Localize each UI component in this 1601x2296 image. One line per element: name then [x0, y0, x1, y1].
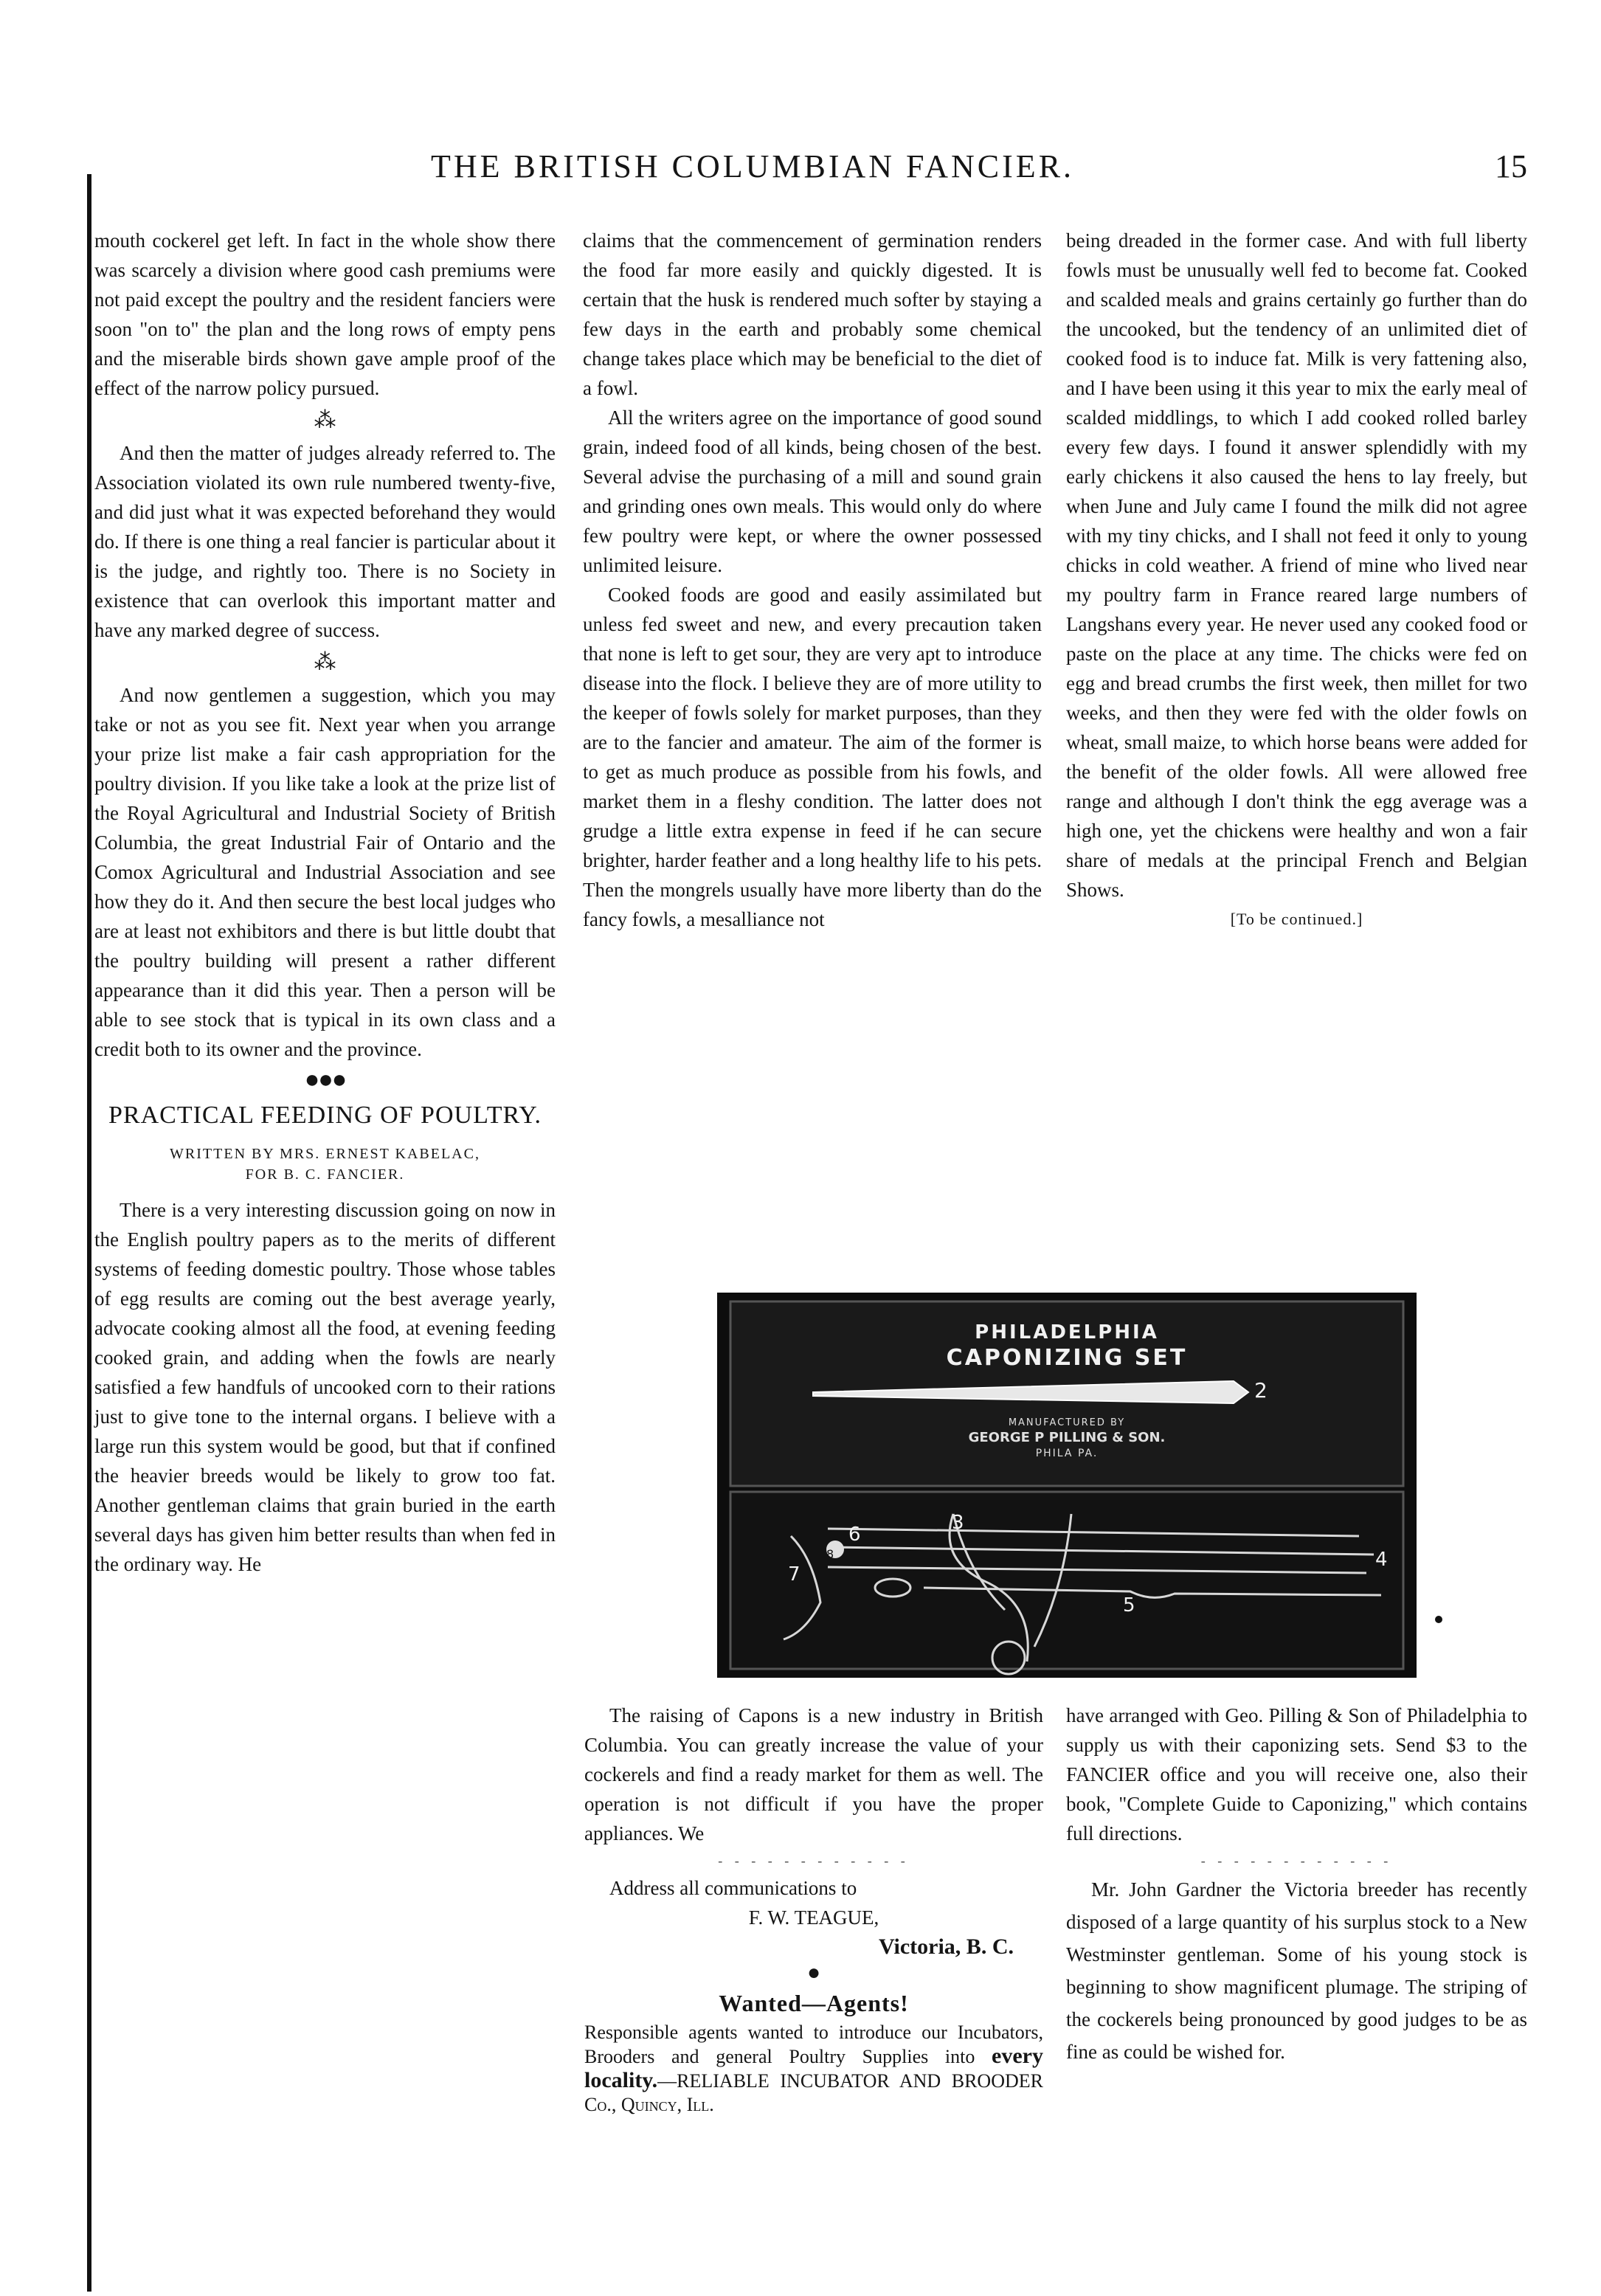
page-edge-rule [87, 174, 91, 2292]
caponizing-set-illustration [717, 1293, 1417, 1678]
running-title: THE BRITISH COLUMBIAN FANCIER. [430, 148, 1075, 184]
address-line-1: Address all communications to [609, 1877, 857, 1899]
bullet-divider: ● [806, 1960, 821, 1985]
col1-paragraph-1: mouth cockerel get left. In fact in the whole show there was scarcely a division where good cash premiums were not paid except the poultry and the resident fanciers were soon "on to" the plan and the long rows of empty pens and the miserable birds shown gave ample proof of the effect of the narrow policy pursued. [94, 229, 556, 399]
byline-line-1: WRITTEN BY MRS. ERNEST KABELAC, [170, 1146, 480, 1162]
figure-number-5: 5 [1123, 1594, 1135, 1616]
figure-number-7: 7 [788, 1563, 800, 1586]
col1-paragraph-2: And then the matter of judges already referred to. The Association violated its own rule numbered twenty-five, and did just what it was expected beforehand they would do. If there is one thing a real fancier is particular about it is the judge, and rightly too. There is no Society in existence that can overlook this important matter and have any marked degree of success. [94, 442, 556, 641]
col2-paragraph-2: All the writers agree on the importance of good sound grain, indeed food of all kinds, being chosen of the best. Several advise the purchasing of a mill and sound grain and grinding ones own meals. This would only do where few poultry were kept, or where the owner possessed unlimited leisure. [583, 407, 1042, 576]
capons-notice-left [584, 1701, 1043, 2117]
address-line-3: Victoria, B. C. [878, 1934, 1014, 1959]
agents-text-part-1: Responsible agents wanted to introduce our Incubators, Brooders and general Poultry Supplies into [584, 2022, 1043, 2067]
agents-notice [584, 2021, 1043, 2117]
capons-paragraph-left: The raising of Capons is a new industry in British Columbia. You can greatly increase the value of your cockerels and find a ready market for them as well. The operation is not difficult if you have the proper appliances. We [584, 1704, 1043, 1844]
col2-paragraph-1: claims that the commencement of germination renders the food far more easily and quickly digested. It is certain that the husk is rendered much softer by staying a few days in the earth and probably some chemical change takes place which may be beneficial to the diet of a fowl. [583, 229, 1042, 399]
dotted-rule: - - - - - - - - - - - - [718, 1853, 910, 1868]
capons-paragraph-right: have arranged with Geo. Pilling & Son of Philadelphia to supply us with their caponizing sets. Send $3 to the FANCIER office and you will receive one, also their book, "Complete Guide to Caponizing," which contains full directions. [1066, 1704, 1527, 1844]
figure-maker-line-2: GEORGE P PILLING & SON. [968, 1430, 1166, 1445]
page-number: 15 [1495, 148, 1527, 184]
asterism-divider: ⁂ [314, 650, 336, 674]
col2-paragraph-3: Cooked foods are good and easily assimilated but unless fed sweet and new, and every precaution taken that none is left to get sour, they are very apt to introduce disease into the flock. I believe they are of more utility to the keeper of fowls solely for market purposes, than they are to the fancier and amateur. The aim of the former is to get as much produce as possible from his fowls, and market them in a fleshy condition. The latter does not grudge a little extra expense in feed if he can secure brighter, harder feather and a long healthy life to his pets. Then the mongrels usually have more liberty than do the fancy fowls, a mesalliance not [583, 584, 1042, 930]
byline-line-2: FOR B. C. FANCIER. [245, 1166, 405, 1183]
figure-number-2: 2 [1254, 1378, 1268, 1403]
agents-heading: Wanted—Agents! [719, 1990, 909, 2016]
column-2 [583, 226, 1042, 934]
column-3 [1066, 226, 1527, 934]
figure-number-3: 3 [952, 1512, 964, 1534]
figure-number-4: 4 [1375, 1549, 1388, 1571]
article-heading: PRACTICAL FEEDING OF POULTRY. [108, 1102, 542, 1129]
column-1 [94, 226, 556, 1579]
agents-text-part-2: —RELIABLE INCUBATOR AND BROODER Co., Quincy, Ill. [584, 2070, 1043, 2115]
dotted-rule: - - - - - - - - - - - - [1200, 1853, 1393, 1868]
col1-paragraph-3: And now gentlemen a suggestion, which you may take or not as you see fit. Next year when you arrange your prize list make a fair cash appropriation for the poultry division. If you like take a look at the prize list of the Royal Agricultural and Industrial Society of British Columbia, the great Industrial Fair of Ontario and the Comox Agricultural and Industrial Association and see how they do it. And then secure the best local judges who are at least not exhibitors and there is but little doubt that the poultry building will present a rather different appearance than it did this year. Then a person will be able to see stock that is typical in its own class and a credit both to its owner and the province. [94, 684, 556, 1060]
section-divider-bullets: ●●● [304, 1066, 346, 1093]
col1-paragraph-4: There is a very interesting discussion going on now in the English poultry papers as to the merits of different systems of feeding domestic poultry. Those whose tables of egg results are coming out the best average yearly, advocate cooking almost all the food, at evening feeding cooked grain, and adding when the fowls are nearly satisfied a few handfuls of uncooked corn to their rations just to give tone to the internal organs. I believe with a large run this system would be good, but that if confined the heavier breeds would be likely to grow too fat. Another gentleman claims that grain buried in the earth several days has given him better results than when fed in the ordinary way. He [94, 1199, 556, 1575]
to-be-continued-note: [To be continued.] [1230, 910, 1363, 928]
agents-text-emphasis: every locality. [584, 2044, 1043, 2092]
address-line-2: F. W. TEAGUE, [748, 1906, 879, 1929]
figure-maker-line-1: MANUFACTURED BY [1008, 1417, 1126, 1428]
figure-number-6: 6 [848, 1524, 861, 1546]
gardner-paragraph: Mr. John Gardner the Victoria breeder has recently disposed of a large quantity of his surplus stock to a New Westminster gentleman. Some of his young stock is beginning to show magnificent plumage. The striping of the cockerels being pronounced by good judges to be as fine as could be wished for. [1066, 1878, 1527, 2063]
col3-paragraph-1: being dreaded in the former case. And with full liberty fowls must be unusually well fed to become fat. Cooked and scalded meals and grains certainly go further than do the uncooked, but the tendency of an unlimited diet of cooked food is to induce fat. Milk is very fattening also, and I have been using it this year to mix the early meal of scalded middlings, to which I add cooked rolled barley every few days. I found it answer splendidly with my early chickens it also caused the hens to lay freely, but when June and July came I found the milk did not agree with my tiny chicks, and I shall not feed it only to young chicks in cold weather. A friend of mine who lived near my poultry farm in France reared large numbers of Langshans every year. He never used any cooked food or paste on the place at any time. The chicks were fed on egg and bread crumbs the first week, then millet for two weeks, and then they were fed with the older fowls on wheat, small maize, to which horse beans were added for the benefit of the older fowls. All were allowed free range and although I don't think the egg average was a high one, yet the chickens were healthy and won a fair share of medals at the principal French and Belgian Shows. [1066, 229, 1527, 901]
article-byline [94, 1144, 556, 1185]
figure-label-line-1: PHILADELPHIA [975, 1321, 1159, 1344]
figure-number-8: 8 [826, 1547, 834, 1561]
figure-maker-line-3: PHILA PA. [1035, 1448, 1099, 1459]
figure-label-line-2: CAPONIZING SET [946, 1345, 1188, 1371]
capons-notice-right [1066, 1701, 1527, 2068]
stray-ink-dot [1435, 1616, 1442, 1623]
asterism-divider: ⁂ [314, 408, 336, 432]
caponizing-set-drawing [717, 1293, 1417, 1678]
